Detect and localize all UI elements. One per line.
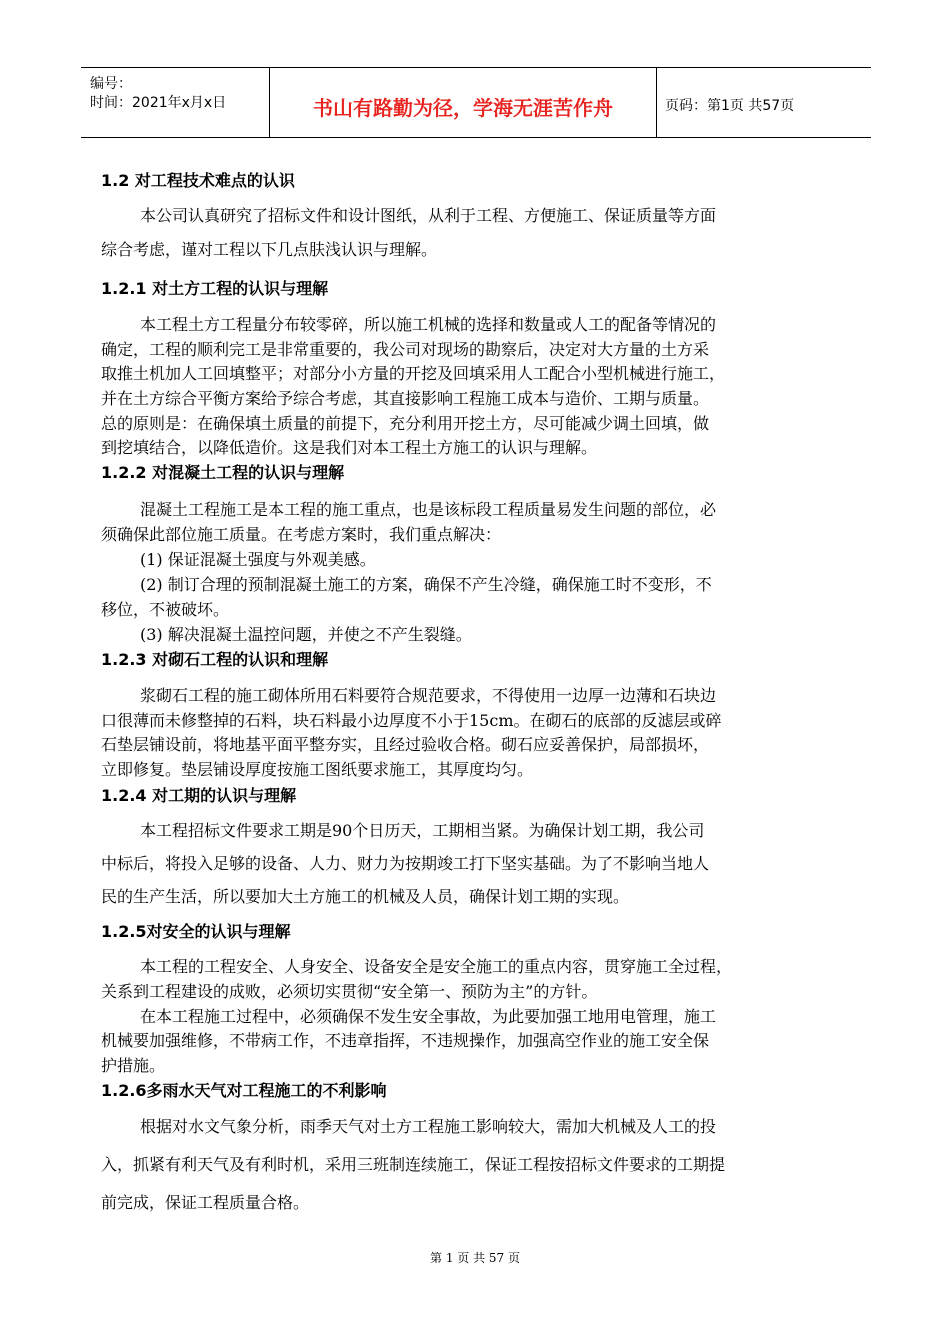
- paragraph-line: 中标后，将投入足够的设备、人力、财力为按期竣工打下坚实基础。为了不影响当地人: [101, 854, 710, 873]
- paragraph-line: 机械要加强维修，不带病工作，不违章指挥，不违规操作，加强高空作业的施工安全保: [101, 1031, 710, 1050]
- paragraph-line: 本工程的工程安全、人身安全、设备安全是安全施工的重点内容，贯穿施工全过程，: [140, 957, 733, 976]
- paragraph-line: 在本工程施工过程中，必须确保不发生安全事故，为此要加强工地用电管理，施工: [140, 1007, 717, 1026]
- section-heading-1-2-4: 1.2.4 对工期的认识与理解: [101, 786, 297, 805]
- paragraph-line: 移位，不被破坏。: [101, 600, 230, 619]
- header-page-cell: [657, 68, 871, 137]
- section-heading-1-2-6: 1.2.6多雨水天气对工程施工的不利影响: [101, 1081, 387, 1100]
- list-item: (2) 制订合理的预制混凝土施工的方案，确保不产生冷缝，确保施工时不变形，不: [140, 575, 712, 594]
- header-page-info: 页码：第1页 共57页: [665, 98, 795, 114]
- section-heading-1-2-2: 1.2.2 对混凝土工程的认识与理解: [101, 463, 345, 482]
- section-heading-1-2-1: 1.2.1 对土方工程的认识与理解: [101, 279, 329, 298]
- paragraph-line: 入，抓紧有利天气及有利时机，采用三班制连续施工，保证工程按招标文件要求的工期提: [101, 1155, 726, 1174]
- paragraph-line: 民的生产生活，所以要加大土方施工的机械及人员，确保计划工期的实现。: [101, 887, 630, 906]
- page-header: [81, 67, 871, 138]
- paragraph-line: 混凝土工程施工是本工程的施工重点，也是该标段工程质量易发生问题的部位，必: [140, 500, 717, 519]
- paragraph-line: 并在土方综合平衡方案给予综合考虑，其直接影响工程施工成本与造价、工期与质量。: [101, 389, 710, 408]
- paragraph-line: 须确保此部位施工质量。在考虑方案时，我们重点解决：: [101, 525, 502, 544]
- page-footer: 第 1 页 共 57 页: [430, 1251, 520, 1265]
- paragraph-line: 总的原则是：在确保填土质量的前提下，充分利用开挖土方，尽可能减少调土回填，做: [101, 414, 710, 433]
- header-motto-cell: [270, 68, 657, 137]
- document-number: 编号：: [90, 76, 132, 92]
- paragraph-line: 到挖填结合，以降低造价。这是我们对本工程土方施工的认识与理解。: [101, 438, 598, 457]
- header-meta-cell: [81, 68, 270, 137]
- section-heading-1-2-3: 1.2.3 对砌石工程的认识和理解: [101, 650, 329, 669]
- paragraph-line: 护措施。: [101, 1056, 166, 1075]
- paragraph-line: 关系到工程建设的成败，必须切实贯彻“安全第一、预防为主”的方针。: [101, 982, 598, 1001]
- document-date: 时间：2021年x月x日: [90, 95, 227, 111]
- header-motto: 书山有路勤为径，学海无涯苦作舟: [313, 96, 613, 120]
- paragraph-line: 立即修复。垫层铺设厚度按施工图纸要求施工，其厚度均匀。: [101, 760, 534, 779]
- paragraph-line: 根据对水文气象分析，雨季天气对土方工程施工影响较大，需加大机械及人工的投: [140, 1117, 717, 1136]
- paragraph-line: 浆砌石工程的施工砌体所用石料要符合规范要求，不得使用一边厚一边薄和石块边: [140, 686, 717, 705]
- paragraph-line: 口很薄而未修整掉的石料，块石料最小边厚度不小于15cm。在砌石的底部的反滤层或碎: [101, 711, 722, 730]
- paragraph-line: 石垫层铺设前，将地基平面平整夯实，且经过验收合格。砌石应妥善保护，局部损坏，: [101, 735, 710, 754]
- paragraph-line: 确定，工程的顺利完工是非常重要的，我公司对现场的勘察后，决定对大方量的土方采: [101, 340, 710, 359]
- paragraph-line: 综合考虑，谨对工程以下几点肤浅认识与理解。: [101, 240, 438, 259]
- list-item: (1) 保证混凝土强度与外观美感。: [140, 550, 376, 569]
- paragraph-line: 前完成，保证工程质量合格。: [101, 1193, 310, 1212]
- paragraph-line: 本工程土方工程量分布较零碎，所以施工机械的选择和数量或人工的配备等情况的: [140, 315, 717, 334]
- paragraph-line: 本工程招标文件要求工期是90个日历天，工期相当紧。为确保计划工期，我公司: [140, 821, 705, 840]
- paragraph-line: 取推土机加人工回填整平；对部分小方量的开挖及回填采用人工配合小型机械进行施工，: [101, 364, 726, 383]
- section-heading-1-2-5: 1.2.5对安全的认识与理解: [101, 922, 291, 941]
- paragraph-line: 本公司认真研究了招标文件和设计图纸，从利于工程、方便施工、保证质量等方面: [140, 206, 717, 225]
- section-heading-1-2: 1.2 对工程技术难点的认识: [101, 171, 295, 190]
- list-item: (3) 解决混凝土温控问题，并使之不产生裂缝。: [140, 625, 472, 644]
